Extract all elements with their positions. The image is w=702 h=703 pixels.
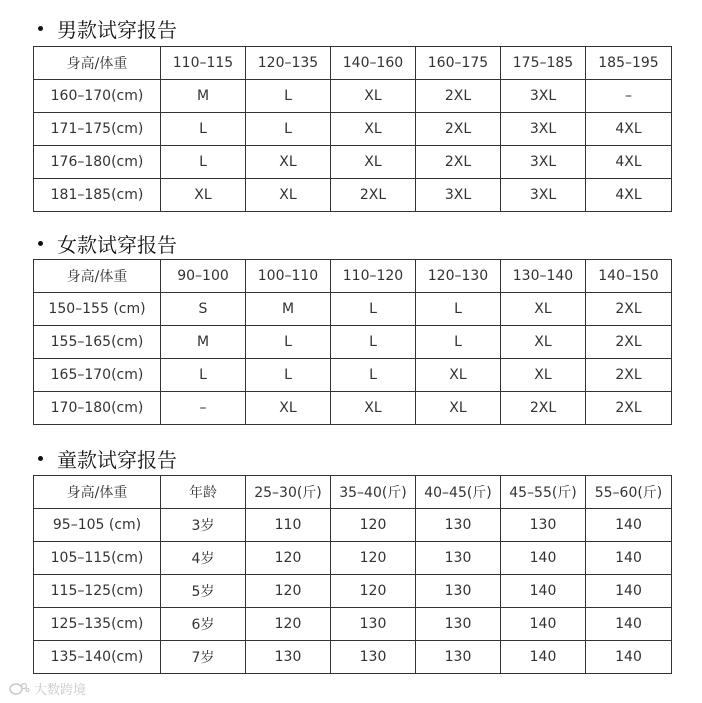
row-height-label: 181–185(cm)	[34, 179, 161, 212]
men-size-table	[33, 46, 672, 212]
column-header: 160–175	[416, 47, 501, 80]
table-row	[34, 509, 672, 542]
watermark	[8, 679, 86, 698]
size-cell: M	[246, 293, 331, 326]
column-header: 110–115	[161, 47, 246, 80]
row-height-label: 160–170(cm)	[34, 80, 161, 113]
row-height-label: 150–155 (cm)	[34, 293, 161, 326]
size-cell: 140	[501, 641, 586, 674]
size-cell: XL	[416, 359, 501, 392]
women-title-text: 女款试穿报告	[57, 233, 177, 257]
size-cell: 120	[246, 575, 331, 608]
size-cell: S	[161, 293, 246, 326]
table-row	[34, 326, 672, 359]
size-cell: XL	[161, 179, 246, 212]
kids-section-title	[38, 444, 177, 473]
table-row	[34, 641, 672, 674]
size-cell: 5岁	[161, 575, 246, 608]
size-cell: 140	[586, 608, 672, 641]
size-cell: 140	[586, 542, 672, 575]
size-cell: XL	[501, 326, 586, 359]
column-header: 40–45(斤)	[416, 476, 501, 509]
table-row	[34, 542, 672, 575]
column-header: 110–120	[331, 260, 416, 293]
size-cell: 3XL	[501, 113, 586, 146]
size-cell: 130	[416, 608, 501, 641]
size-cell: L	[331, 293, 416, 326]
row-height-label: 135–140(cm)	[34, 641, 161, 674]
size-cell: 4XL	[586, 146, 672, 179]
men-section-title	[38, 14, 177, 43]
kids-size-table	[33, 475, 672, 674]
size-cell: 3XL	[501, 80, 586, 113]
size-cell: 120	[246, 542, 331, 575]
size-cell: L	[416, 293, 501, 326]
size-cell: 120	[246, 608, 331, 641]
size-cell: 4XL	[586, 179, 672, 212]
size-cell: 2XL	[586, 326, 672, 359]
size-cell: XL	[501, 293, 586, 326]
column-header: 100–110	[246, 260, 331, 293]
size-cell: XL	[246, 146, 331, 179]
size-cell: 6岁	[161, 608, 246, 641]
size-cell: XL	[331, 392, 416, 425]
table-row	[34, 146, 672, 179]
column-header: 185–195	[586, 47, 672, 80]
size-cell: 130	[416, 641, 501, 674]
table-row	[34, 575, 672, 608]
column-header: 身高/体重	[34, 260, 161, 293]
size-cell: L	[246, 359, 331, 392]
row-height-label: 165–170(cm)	[34, 359, 161, 392]
bullet-icon	[38, 456, 43, 461]
size-cell: 2XL	[586, 392, 672, 425]
speech-bubble-icon	[8, 682, 30, 696]
row-height-label: 125–135(cm)	[34, 608, 161, 641]
kids-title-text: 童款试穿报告	[57, 448, 177, 472]
header-row	[34, 47, 672, 80]
column-header: 140–150	[586, 260, 672, 293]
row-height-label: 171–175(cm)	[34, 113, 161, 146]
size-cell: 2XL	[501, 392, 586, 425]
size-cell: L	[246, 326, 331, 359]
column-header: 45–55(斤)	[501, 476, 586, 509]
size-cell: M	[161, 326, 246, 359]
size-cell: 130	[501, 509, 586, 542]
size-cell: 3XL	[501, 179, 586, 212]
size-cell: L	[331, 326, 416, 359]
size-cell: L	[161, 359, 246, 392]
size-cell: 130	[246, 641, 331, 674]
column-header: 140–160	[331, 47, 416, 80]
size-cell: 130	[331, 608, 416, 641]
row-height-label: 115–125(cm)	[34, 575, 161, 608]
size-cell: 140	[586, 575, 672, 608]
size-cell: XL	[416, 392, 501, 425]
size-cell: 3岁	[161, 509, 246, 542]
size-cell: 130	[331, 641, 416, 674]
column-header: 55–60(斤)	[586, 476, 672, 509]
size-cell: L	[161, 146, 246, 179]
size-cell: 130	[416, 542, 501, 575]
size-cell: L	[246, 113, 331, 146]
column-header: 年龄	[161, 476, 246, 509]
bullet-icon	[38, 26, 43, 31]
size-cell: 110	[246, 509, 331, 542]
size-cell: XL	[331, 113, 416, 146]
column-header: 35–40(斤)	[331, 476, 416, 509]
size-cell: 120	[331, 575, 416, 608]
table-row	[34, 293, 672, 326]
table-row	[34, 392, 672, 425]
size-cell: 2XL	[331, 179, 416, 212]
row-height-label: 176–180(cm)	[34, 146, 161, 179]
size-cell: 140	[501, 575, 586, 608]
size-cell: 4岁	[161, 542, 246, 575]
header-row	[34, 260, 672, 293]
table-row	[34, 359, 672, 392]
column-header: 120–130	[416, 260, 501, 293]
size-cell: XL	[501, 359, 586, 392]
column-header: 身高/体重	[34, 47, 161, 80]
size-cell: 130	[416, 575, 501, 608]
column-header: 120–135	[246, 47, 331, 80]
women-size-table	[33, 259, 672, 425]
table-row	[34, 608, 672, 641]
size-cell: XL	[246, 392, 331, 425]
header-row	[34, 476, 672, 509]
size-cell: XL	[331, 80, 416, 113]
size-cell: –	[161, 392, 246, 425]
table-row	[34, 80, 672, 113]
watermark-text: 大数跨境	[34, 683, 87, 698]
size-cell: 2XL	[586, 359, 672, 392]
column-header: 身高/体重	[34, 476, 161, 509]
size-cell: 2XL	[416, 146, 501, 179]
size-cell: L	[331, 359, 416, 392]
table-row	[34, 113, 672, 146]
row-height-label: 155–165(cm)	[34, 326, 161, 359]
size-cell: 3XL	[416, 179, 501, 212]
size-cell: 7岁	[161, 641, 246, 674]
row-height-label: 95–105 (cm)	[34, 509, 161, 542]
bullet-icon	[38, 241, 43, 246]
size-cell: L	[416, 326, 501, 359]
size-cell: 2XL	[586, 293, 672, 326]
size-cell: 120	[331, 509, 416, 542]
size-cell: 120	[331, 542, 416, 575]
column-header: 175–185	[501, 47, 586, 80]
size-cell: –	[586, 80, 672, 113]
size-cell: XL	[331, 146, 416, 179]
women-section-title	[38, 229, 177, 258]
size-cell: 140	[586, 641, 672, 674]
size-cell: 140	[501, 608, 586, 641]
size-cell: L	[246, 80, 331, 113]
column-header: 90–100	[161, 260, 246, 293]
size-cell: 2XL	[416, 80, 501, 113]
column-header: 130–140	[501, 260, 586, 293]
table-row	[34, 179, 672, 212]
size-cell: M	[161, 80, 246, 113]
row-height-label: 105–115(cm)	[34, 542, 161, 575]
size-cell: L	[161, 113, 246, 146]
column-header: 25–30(斤)	[246, 476, 331, 509]
size-cell: 140	[586, 509, 672, 542]
size-cell: 2XL	[416, 113, 501, 146]
size-cell: 130	[416, 509, 501, 542]
row-height-label: 170–180(cm)	[34, 392, 161, 425]
size-cell: 140	[501, 542, 586, 575]
size-cell: 3XL	[501, 146, 586, 179]
size-cell: 4XL	[586, 113, 672, 146]
men-title-text: 男款试穿报告	[57, 18, 177, 42]
size-cell: XL	[246, 179, 331, 212]
